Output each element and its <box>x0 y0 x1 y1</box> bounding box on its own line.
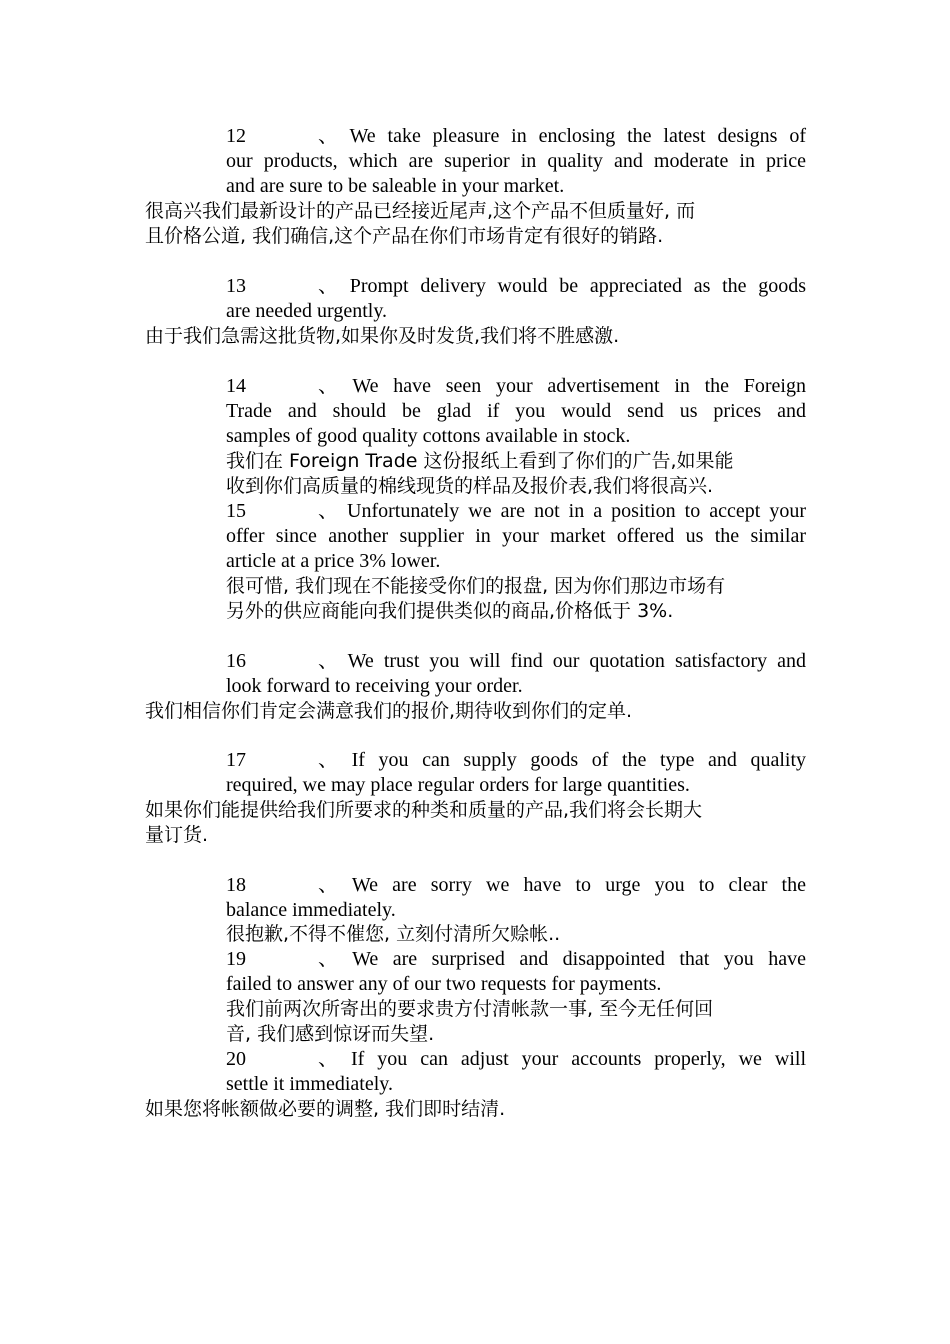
item-18-zh-line-1: 很抱歉,不得不催您, 立刻付清所欠赊帐.. <box>226 923 561 945</box>
item-14-number: 14、 <box>226 375 338 397</box>
item-15-zh-line-1: 很可惜, 我们现在不能接受你们的报盘, 因为你们那边市场有 <box>226 575 726 597</box>
item-17-en-line-1: 17、 If you can supply goods of the type and quality <box>226 749 807 771</box>
item-17-en-line-2: required, we may place regular orders for large quantities. <box>226 774 690 796</box>
item-20-en-line-2: settle it immediately. <box>226 1073 393 1095</box>
item-13-en-line-1: 13、 Prompt delivery would be appreciated as the goods <box>226 275 807 297</box>
item-15-zh-line-2: 另外的供应商能向我们提供类似的商品,价格低于 3%. <box>226 600 674 622</box>
item-13-zh-line-1: 由于我们急需这批货物,如果你及时发货,我们将不胜感激. <box>145 325 620 347</box>
item-14-zh-line-1: 我们在 Foreign Trade 这份报纸上看到了你们的广告,如果能 <box>226 450 734 472</box>
item-12-zh-line-1: 很高兴我们最新设计的产品已经接近尾声,这个产品不但质量好, 而 <box>145 200 696 222</box>
item-12-en-line-2: our products, which are superior in quality and moderate in price <box>226 150 806 172</box>
item-16-zh-line-1: 我们相信你们肯定会满意我们的报价,期待收到你们的定单. <box>145 700 633 722</box>
item-20-number: 20、 <box>226 1048 338 1070</box>
item-19-zh-line-2: 音, 我们感到惊讶而失望. <box>226 1023 435 1045</box>
item-16-en-line-2: look forward to receiving your order. <box>226 675 523 697</box>
item-18-en-line-1: 18、 We are sorry we have to urge you to clear the <box>226 874 806 896</box>
item-17-number: 17、 <box>226 749 338 771</box>
item-15-en-line-2: offer since another supplier in your market offered us the similar <box>226 525 806 547</box>
item-18-number: 18、 <box>226 874 338 896</box>
item-15-en-line-1: 15、 Unfortunately we are not in a position to accept your <box>226 500 807 522</box>
item-14-zh-line-2: 收到你们高质量的棉线现货的样品及报价表,我们将很高兴. <box>226 475 714 497</box>
item-13-number: 13、 <box>226 275 338 297</box>
item-13-en-line-2: are needed urgently. <box>226 300 388 322</box>
item-14-en-line-1: 14、 We have seen your advertisement in the Foreign <box>226 375 806 397</box>
item-12-zh-line-2: 且价格公道, 我们确信,这个产品在你们市场肯定有很好的销路. <box>145 225 664 247</box>
item-20-zh-line-1: 如果您将帐额做必要的调整, 我们即时结清. <box>145 1098 506 1120</box>
item-17-zh-line-1: 如果你们能提供给我们所要求的种类和质量的产品,我们将会长期大 <box>145 799 703 821</box>
item-15-number: 15、 <box>226 500 338 522</box>
item-16-en-line-1: 16、 We trust you will find our quotation satisfactory and <box>226 650 807 672</box>
item-16-number: 16、 <box>226 650 338 672</box>
item-12-en-line-1: 12、 We take pleasure in enclosing the latest designs of <box>226 125 806 147</box>
item-14-en-line-2: Trade and should be glad if you would send us prices and <box>226 400 806 422</box>
item-19-number: 19、 <box>226 948 338 970</box>
item-19-en-line-1: 19、 We are surprised and disappointed that you have <box>226 948 806 970</box>
item-12-en-line-3: and are sure to be saleable in your market. <box>226 175 565 197</box>
item-12-number: 12、 <box>226 125 338 147</box>
item-14-en-line-3: samples of good quality cottons available in stock. <box>226 425 631 447</box>
item-15-en-line-3: article at a price 3% lower. <box>226 550 441 572</box>
item-19-en-line-2: failed to answer any of our two requests for payments. <box>226 973 662 995</box>
item-18-en-line-2: balance immediately. <box>226 899 396 921</box>
item-17-zh-line-2: 量订货. <box>145 824 209 846</box>
item-19-zh-line-1: 我们前两次所寄出的要求贵方付清帐款一事, 至今无任何回 <box>226 998 714 1020</box>
item-20-en-line-1: 20、 If you can adjust your accounts properly, we will <box>226 1048 807 1070</box>
